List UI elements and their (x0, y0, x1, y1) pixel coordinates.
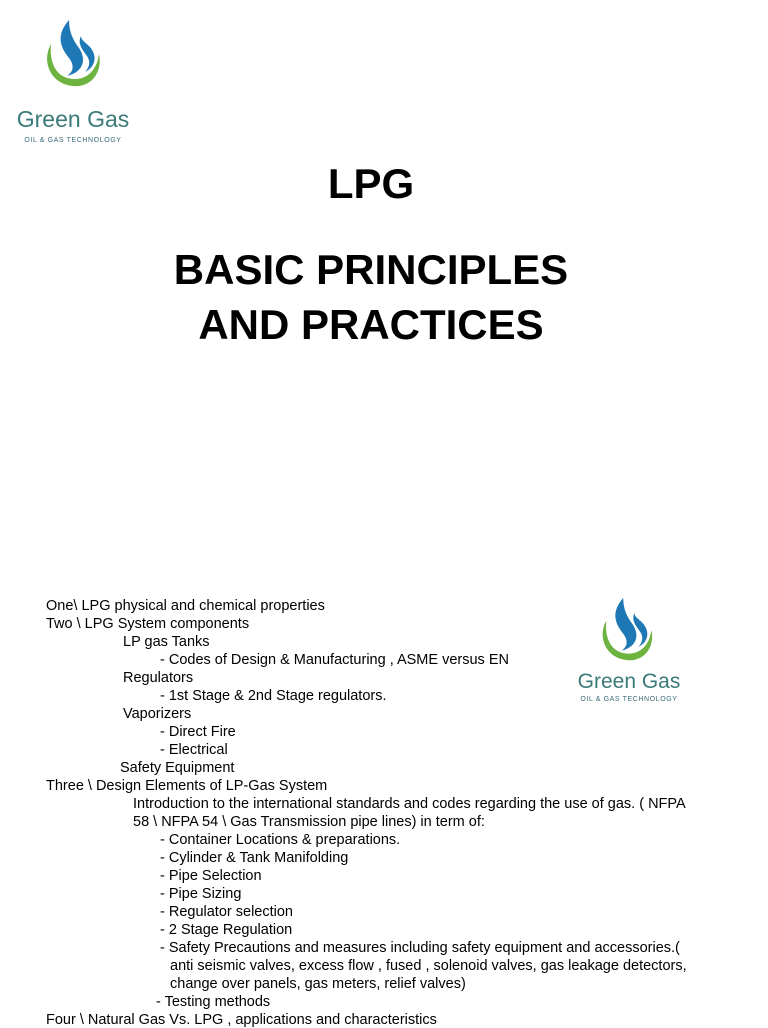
outline-subitem: - Direct Fire (160, 724, 236, 740)
outline-subitem: - Cylinder & Tank Manifolding (160, 850, 349, 866)
outline-section: One\ LPG physical and chemical properties (46, 598, 325, 614)
outline-subitem: - Safety Precautions and measures including safety equipment and accessories.( (160, 940, 680, 956)
outline-subitem: - Regulator selection (160, 904, 293, 920)
outline-item: Safety Equipment (120, 760, 235, 776)
outline-subitem: - Codes of Design & Manufacturing , ASME versus EN (160, 652, 509, 668)
outline-section: Three \ Design Elements of LP-Gas System (46, 778, 328, 794)
outline-subitem: - Testing methods (156, 994, 271, 1010)
brand-name: Green Gas (16, 106, 130, 132)
brand-tagline: OIL & GAS TECHNOLOGY (580, 696, 678, 703)
outline-section: Two \ LPG System components (46, 616, 250, 632)
outline-item: Introduction to the international standards and codes regarding the use of gas. ( NFPA (133, 796, 686, 812)
flame-logo-icon (39, 18, 107, 90)
outline-subitem: - 2 Stage Regulation (160, 922, 293, 938)
outline-item: 58 \ NFPA 54 \ Gas Transmission pipe lines) in term of: (133, 814, 485, 830)
outline-item: LP gas Tanks (123, 634, 210, 650)
brand-tagline: OIL & GAS TECHNOLOGY (24, 137, 122, 144)
page-title: LPG (327, 160, 415, 207)
outline-subitem: - Electrical (160, 742, 228, 758)
subtitle-line: AND PRACTICES (198, 301, 544, 348)
outline-section: Four \ Natural Gas Vs. LPG , applications and characteristics (46, 1012, 437, 1028)
brand-name: Green Gas (577, 670, 681, 693)
outline-subitem: - Pipe Selection (160, 868, 262, 884)
outline-subitem: - Container Locations & preparations. (160, 832, 401, 848)
green-gas-logo (10, 18, 136, 144)
outline-item: Regulators (123, 670, 194, 686)
outline-subitem: - 1st Stage & 2nd Stage regulators. (160, 688, 387, 704)
page-subtitle (0, 242, 742, 352)
flame-logo-icon (595, 596, 659, 664)
outline-subitem-continued: change over panels, gas meters, relief valves) (170, 976, 466, 992)
outline-subitem-continued: anti seismic valves, excess flow , fused , solenoid valves, gas leakage detectors, (170, 958, 687, 974)
outline-item: Vaporizers (123, 706, 192, 722)
outline-subitem: - Pipe Sizing (160, 886, 242, 902)
subtitle-line: BASIC PRINCIPLES (173, 246, 569, 293)
green-gas-logo-small (566, 596, 692, 708)
